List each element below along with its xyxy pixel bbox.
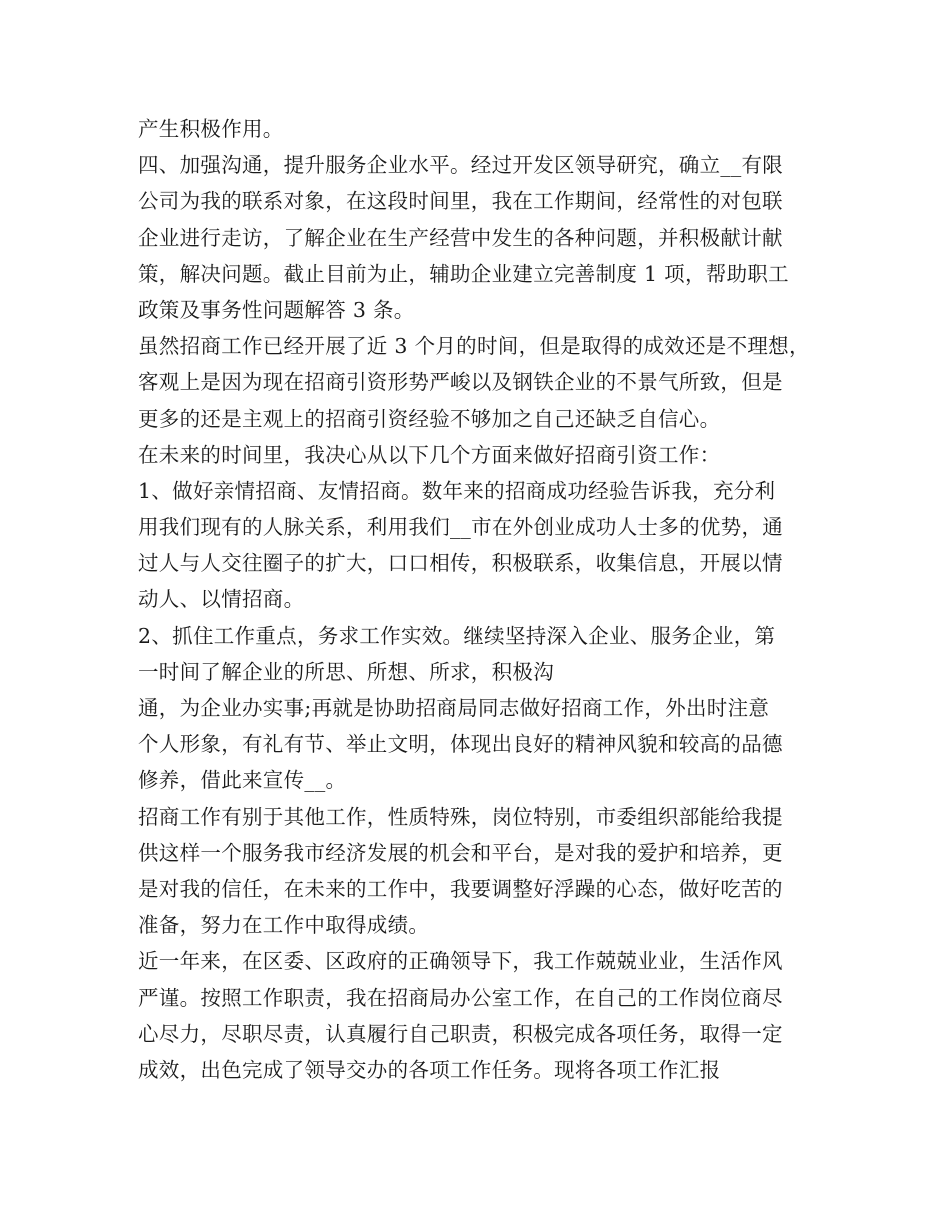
document-body — [138, 111, 828, 1088]
text-line: 供这样一个服务我市经济发展的机会和平台，是对我的爱护和培养，更 — [138, 840, 783, 865]
text-line: 政策及事务性问题解答 3 条。 — [138, 297, 415, 322]
text-line: 过人与人交往圈子的扩大，口口相传，积极联系，收集信息，开展以情 — [138, 551, 783, 576]
text-line: 策，解决问题。截止目前为止，辅助企业建立完善制度 1 项，帮助职工 — [138, 261, 789, 286]
text-line: 公司为我的联系对象，在这段时间里，我在工作期间，经常性的对包联 — [138, 189, 783, 214]
text-line: 1、做好亲情招商、友情招商。数年来的招商成功经验告诉我，充分利 — [138, 478, 776, 503]
text-line: 招商工作有别于其他工作，性质特殊，岗位特别，市委组织部能给我提 — [138, 804, 783, 829]
text-line: 严谨。按照工作职责，我在招商局办公室工作，在自己的工作岗位商尽 — [138, 985, 783, 1010]
text-line: 成效，出色完成了领导交办的各项工作任务。现将各项工作汇报 — [138, 1057, 721, 1082]
text-line: 虽然招商工作已经开展了近 3 个月的时间，但是取得的成效还是不理想， — [138, 334, 810, 359]
text-line: 动人、以情招商。 — [138, 587, 305, 612]
text-line: 用我们现有的人脉关系，利用我们__市在外创业成功人士多的优势，通 — [138, 515, 784, 540]
text-line: 产生积极作用。 — [138, 117, 284, 141]
text-line: 近一年来，在区委、区政府的正确领导下，我工作兢兢业业，生活作风 — [138, 949, 783, 974]
text-line: 四、加强沟通，提升服务企业水平。经过开发区领导研究，确立__有限 — [138, 153, 784, 178]
text-line: 客观上是因为现在招商引资形势严峻以及钢铁企业的不景气所致，但是 — [138, 370, 783, 395]
text-line: 在未来的时间里，我决心从以下几个方面来做好招商引资工作： — [138, 442, 721, 467]
text-line: 企业进行走访，了解企业在生产经营中发生的各种问题，并积极献计献 — [138, 225, 783, 250]
text-line: 更多的还是主观上的招商引资经验不够加之自己还缺乏自信心。 — [138, 406, 721, 431]
text-line: 心尽力，尽职尽责，认真履行自己职责，积极完成各项任务，取得一定 — [138, 1021, 783, 1046]
text-line: 是对我的信任，在未来的工作中，我要调整好浮躁的心态，做好吃苦的 — [138, 876, 783, 901]
text-line: 一时间了解企业的所思、所想、所求，积极沟 — [138, 659, 554, 684]
text-line: 修养，借此来宣传__。 — [138, 768, 347, 793]
text-line: 通，为企业办实事;再就是协助招商局同志做好招商工作，外出时注意 — [138, 696, 770, 720]
text-line: 个人形象，有礼有节、举止文明，体现出良好的精神风貌和较高的品德 — [138, 732, 783, 757]
text-line: 2、抓住工作重点，务求工作实效。继续坚持深入企业、服务企业，第 — [138, 623, 776, 648]
text-line: 准备，努力在工作中取得成绩。 — [138, 913, 430, 938]
